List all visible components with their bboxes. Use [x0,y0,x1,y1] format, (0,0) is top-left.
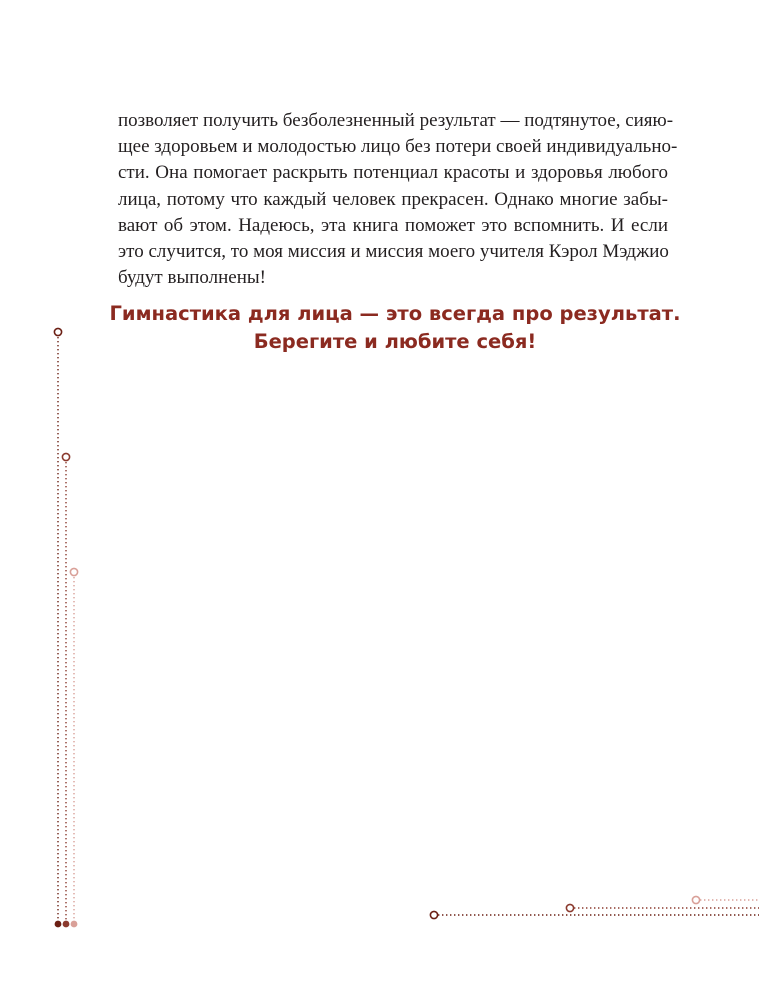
body-line: щее здоровьем и молодостью лицо без потери своей индивидуально- [118,136,678,158]
ring-marker-light [70,568,77,575]
ring-marker-dark [54,328,61,335]
quote-line-2: Берегите и любите себя! [253,330,537,353]
quote-line-1: Гимнастика для лица — это всегда про результат. [109,302,681,325]
body-line: сти. Она помогает раскрыть потенциал красоты и здоровья любого [118,162,668,184]
body-line: лица, потому что каждый человек прекрасен. Однако многие забы- [118,188,668,210]
body-line: будут выполнены! [118,267,266,289]
dot-marker-light [71,921,78,928]
dot-marker-dark [55,921,62,928]
ring-marker-mid [62,453,69,460]
ring-marker-mid [566,904,573,911]
body-line: это случится, то моя миссия и миссия моего учителя Кэрол Мэджио [118,241,669,263]
body-line: позволяет получить безболезненный результат — подтянутое, сияю- [118,110,674,131]
ring-marker-dark [430,911,437,918]
ring-marker-light [692,896,699,903]
dot-marker-mid [63,921,70,928]
body-line: вают об этом. Надеюсь, эта книга поможет это вспомнить. И если [118,214,668,236]
